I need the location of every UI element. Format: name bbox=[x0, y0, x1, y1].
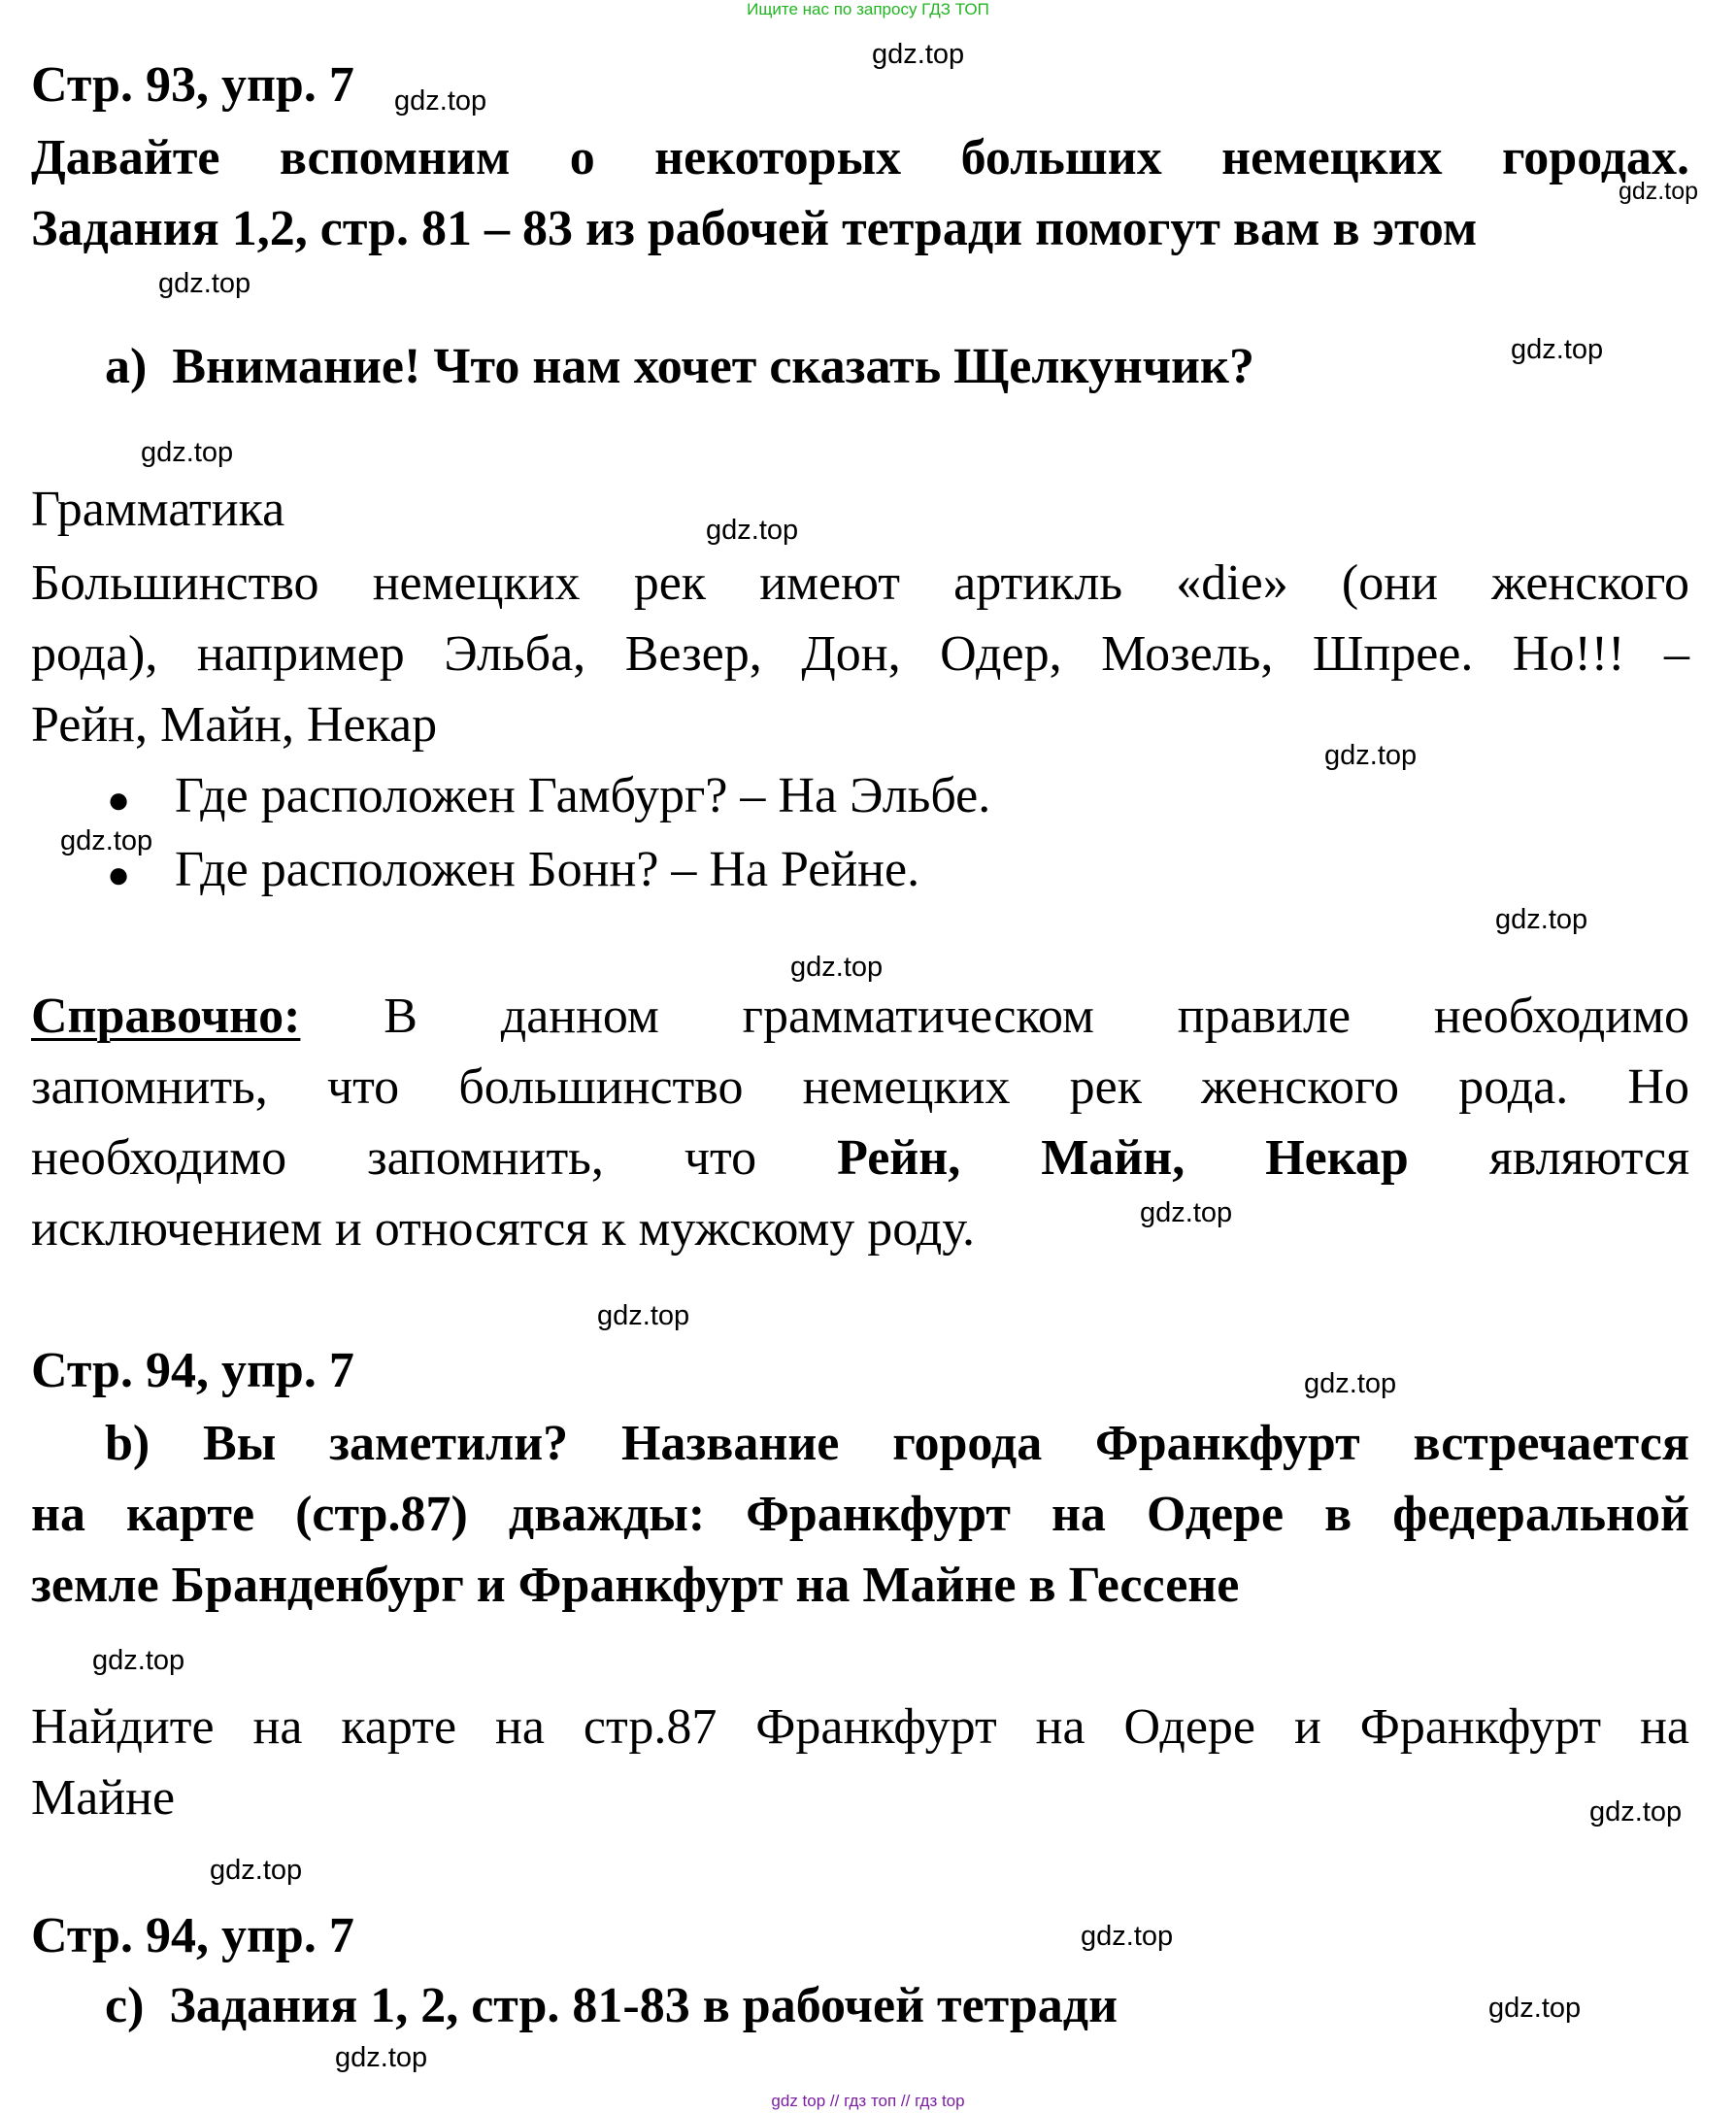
task-b-line-2: на карте (стр.87) дважды: Франкфурт на Одере в федеральной bbox=[31, 1487, 1689, 1542]
watermark: gdz.top bbox=[141, 437, 234, 468]
watermark: gdz.top bbox=[158, 268, 251, 299]
task-c bbox=[105, 1977, 1118, 2034]
bullet-item-1: Где расположен Гамбург? – На Эльбе. bbox=[175, 768, 991, 823]
task-b-line-3: земле Бранденбург и Франкфурт на Майне в Гессене bbox=[31, 1558, 1240, 1613]
footer-links[interactable]: gdz top // гдз топ // гдз top bbox=[771, 2092, 965, 2110]
section-heading-p94-b: Стр. 94, упр. 7 bbox=[31, 1343, 354, 1398]
grammar-text bbox=[31, 548, 1689, 760]
note-rivers-bold: Рейн, Майн, Некар bbox=[837, 1130, 1409, 1186]
task-c-letter: c) bbox=[105, 1978, 145, 2033]
task-b-text bbox=[31, 1408, 1689, 1621]
watermark: gdz.top bbox=[1511, 334, 1604, 365]
watermark: gdz.top bbox=[394, 85, 487, 117]
intro-line-1: Давайте вспомним о некоторых больших немецких городах. bbox=[31, 130, 1689, 185]
grammar-line-3: Рейн, Майн, Некар bbox=[31, 697, 438, 753]
note-block bbox=[31, 981, 1689, 1264]
watermark: gdz.top bbox=[1304, 1368, 1397, 1399]
note-label: Справочно: bbox=[31, 989, 301, 1044]
task-c-text: Задания 1, 2, стр. 81-83 в рабочей тетради bbox=[169, 1978, 1118, 2033]
search-hint-link[interactable]: Ищите нас по запросу ГДЗ ТОП bbox=[747, 0, 989, 18]
watermark: gdz.top bbox=[1324, 740, 1418, 771]
task-b-instr-line-1: Найдите на карте на стр.87 Франкфурт на Одере и Франкфурт на bbox=[31, 1699, 1689, 1755]
watermark: gdz.top bbox=[92, 1645, 185, 1676]
watermark: gdz.top bbox=[706, 515, 799, 546]
watermark: gdz.top bbox=[872, 39, 965, 70]
grammar-title: Грамматика bbox=[31, 482, 285, 537]
task-a-text: Внимание! Что нам хочет сказать Щелкунчик? bbox=[172, 339, 1254, 394]
note-line-3-post: являются bbox=[1488, 1130, 1690, 1186]
bullet-dot-2: ● bbox=[107, 853, 131, 896]
watermark: gdz.top bbox=[1140, 1197, 1233, 1228]
section-heading-p94-c: Стр. 94, упр. 7 bbox=[31, 1908, 354, 1963]
watermark: gdz.top bbox=[335, 2042, 428, 2073]
note-line-2: запомнить, что большинство немецких рек женского рода. Но bbox=[31, 1059, 1689, 1115]
watermark: gdz.top bbox=[597, 1300, 690, 1331]
note-line-3 bbox=[31, 1123, 1689, 1193]
watermark: gdz.top bbox=[1488, 1993, 1582, 2024]
watermark: gdz.top bbox=[60, 825, 153, 856]
note-line-4: исключением и относятся к мужскому роду. bbox=[31, 1201, 976, 1257]
task-b-line-1: b) Вы заметили? Название города Франкфурт встречается bbox=[105, 1416, 1689, 1471]
intro-line-2: Задания 1,2, стр. 81 – 83 из рабочей тетради помогут вам в этом bbox=[31, 201, 1478, 256]
watermark: gdz.top bbox=[210, 1855, 303, 1886]
note-line-1-text: В данном грамматическом правиле необходимо bbox=[384, 989, 1689, 1044]
bullet-dot-1: ● bbox=[107, 778, 131, 822]
watermark: gdz.top bbox=[1495, 904, 1588, 935]
task-b-instr-line-2: Майне bbox=[31, 1770, 176, 1826]
section-intro bbox=[31, 122, 1689, 264]
task-a bbox=[105, 338, 1254, 395]
watermark: gdz.top bbox=[1619, 178, 1699, 205]
grammar-line-2: рода), например Эльба, Везер, Дон, Одер, Мозель, Шпрее. Но!!! – bbox=[31, 626, 1689, 682]
task-a-letter: a) bbox=[105, 339, 148, 394]
watermark: gdz.top bbox=[1589, 1796, 1683, 1828]
watermark: gdz.top bbox=[790, 952, 884, 983]
section-heading-p93: Стр. 93, упр. 7 bbox=[31, 57, 354, 113]
grammar-line-1: Большинство немецких рек имеют артикль «die» (они женского bbox=[31, 555, 1689, 611]
bullet-item-2: Где расположен Бонн? – На Рейне. bbox=[175, 842, 920, 897]
task-b-instructions bbox=[31, 1692, 1689, 1833]
note-line-3-pre: необходимо запомнить, что bbox=[31, 1130, 757, 1186]
watermark: gdz.top bbox=[1081, 1921, 1174, 1952]
note-line-1 bbox=[31, 981, 1689, 1052]
